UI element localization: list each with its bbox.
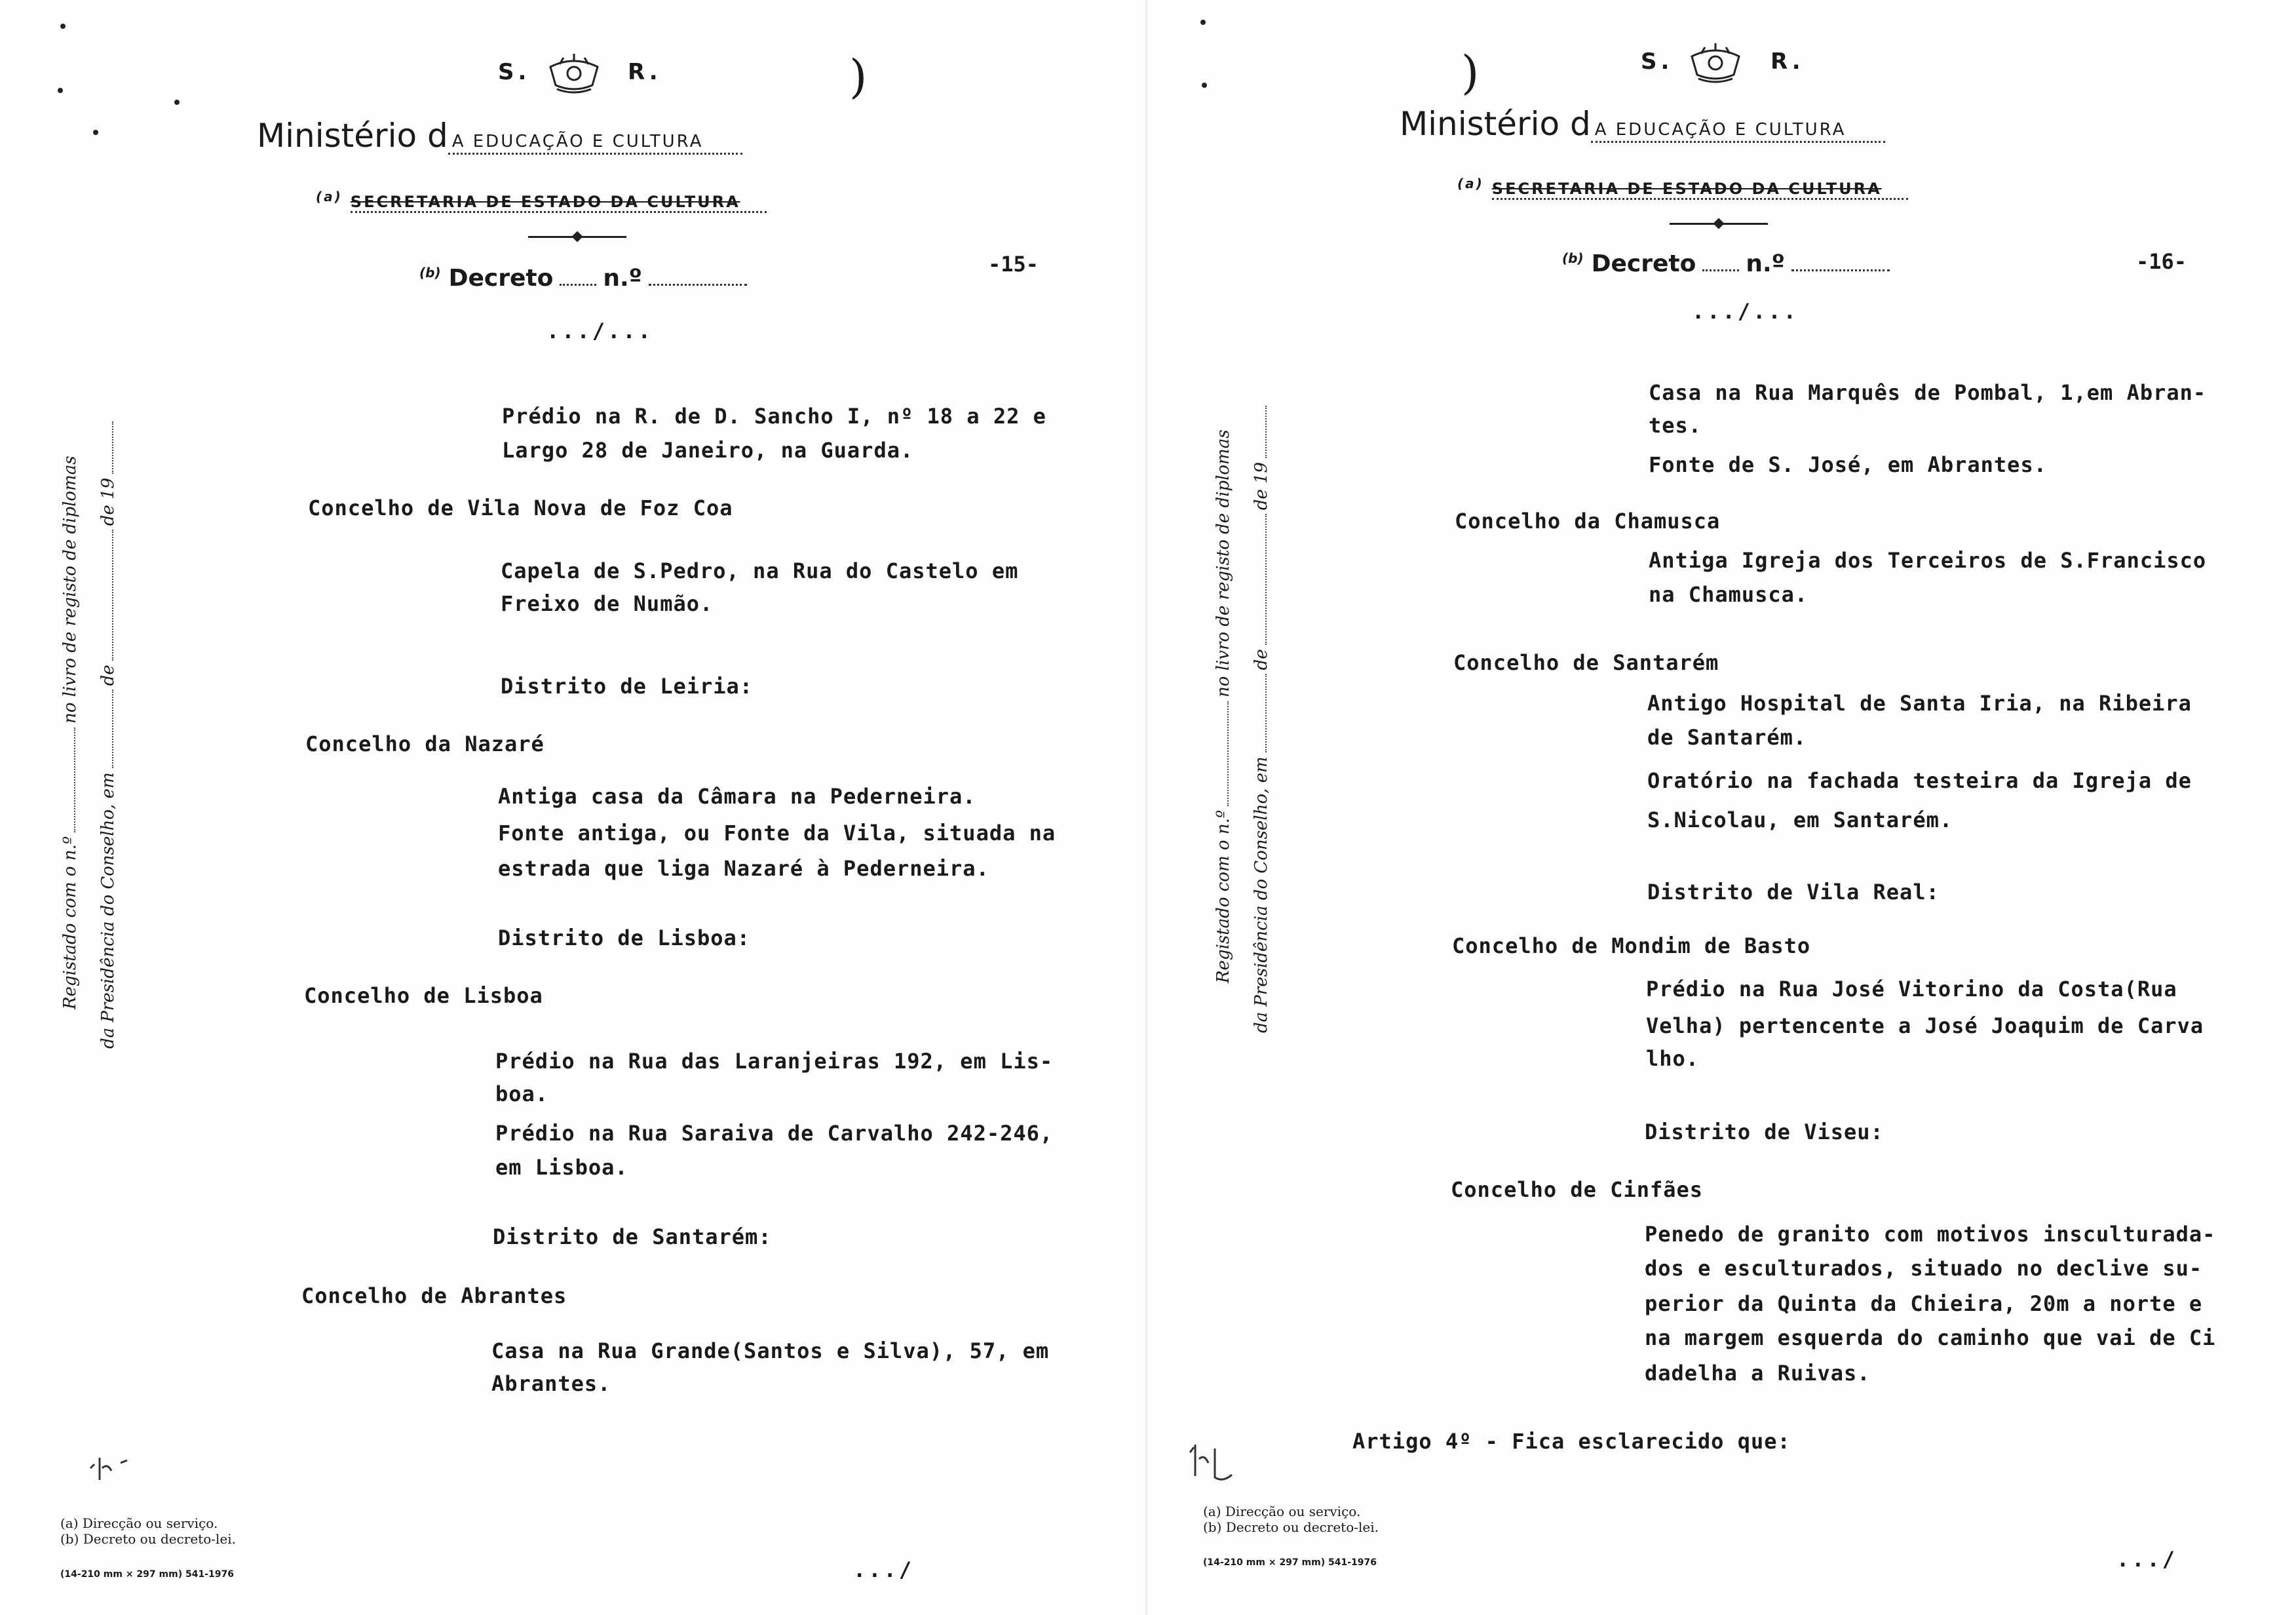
decreto-line <box>1562 250 1896 277</box>
concelho-heading: Concelho de Cinfães <box>1451 1177 1704 1202</box>
list-item: dadelha a Ruivas. <box>1645 1361 1871 1386</box>
margin-note-blank <box>112 421 113 474</box>
list-item: na margem esquerda do caminho que vai de Ci <box>1645 1325 2216 1350</box>
margin-note-text: de 19 <box>98 477 118 526</box>
registration-margin-note <box>60 456 80 1009</box>
list-item: Fonte antiga, ou Fonte da Vila, situada na <box>498 821 1056 846</box>
decreto-blank <box>1702 263 1739 271</box>
ministerio-dept: A EDUCAÇÃO E CULTURA <box>448 132 743 155</box>
coat-of-arms-seal <box>1685 43 1746 85</box>
artigo-line: Artigo 4º - Fica esclarecido que: <box>1352 1429 1791 1454</box>
list-item: boa. <box>495 1081 549 1106</box>
continuation-bottom: .../ <box>2116 1547 2178 1572</box>
margin-note-blank <box>1265 406 1267 458</box>
footnote-b: (b) Decreto ou decreto-lei. <box>60 1531 237 1547</box>
decreto-number-label: n.º <box>1746 250 1785 277</box>
footnote-marker-b: (b) <box>1562 250 1584 266</box>
margin-note-text: de <box>98 665 118 686</box>
distrito-heading: Distrito de Vila Real: <box>1647 880 1940 905</box>
list-item: em Lisboa. <box>495 1155 628 1180</box>
concelho-heading: Concelho de Abrantes <box>301 1283 567 1308</box>
concelho-heading: Concelho de Santarém <box>1453 650 1719 675</box>
list-item: Penedo de granito com motivos insculturada- <box>1645 1222 2216 1247</box>
margin-note-text: de <box>1252 649 1271 671</box>
scan-speck <box>1200 20 1206 25</box>
margin-note-blank <box>112 690 113 768</box>
list-item: Largo 28 de Janeiro, na Guarda. <box>502 438 914 463</box>
registration-margin-note <box>1214 429 1233 983</box>
margin-note-blank <box>1265 514 1267 645</box>
footnote-marker-b: (b) <box>419 265 441 281</box>
list-item: Oratório na fachada testeira da Igreja de <box>1647 768 2192 793</box>
list-item: na Chamusca. <box>1649 582 1808 607</box>
distrito-heading: Distrito de Lisboa: <box>498 925 751 950</box>
secretaria-line <box>316 189 767 211</box>
list-item: Freixo de Numão. <box>501 591 714 616</box>
continuation-top: .../... <box>546 319 653 343</box>
continuation-bottom: .../ <box>853 1557 915 1582</box>
decreto-label: Decreto <box>1591 250 1696 277</box>
footnote-a: (a) Direcção ou serviço. <box>1203 1504 1361 1519</box>
header-s: S. <box>498 59 531 85</box>
hole-punch-mark: ) <box>1461 46 1480 100</box>
margin-note-blank <box>1227 701 1229 806</box>
list-item: Antiga casa da Câmara na Pederneira. <box>498 784 976 809</box>
scan-speck <box>174 100 180 105</box>
margin-note-blank <box>112 530 113 661</box>
header-r: R. <box>1770 49 1805 75</box>
list-item: tes. <box>1649 413 1702 438</box>
margin-note-text: Registado com o n.º <box>60 836 80 1009</box>
list-item: de Santarém. <box>1647 725 1807 750</box>
scan-speck <box>1202 83 1207 88</box>
scan-speck <box>93 130 98 135</box>
list-item: estrada que liga Nazaré à Pederneira. <box>498 856 989 881</box>
distrito-heading: Distrito de Leiria: <box>501 674 754 699</box>
list-item: Prédio na R. de D. Sancho I, nº 18 a 22 e <box>502 404 1046 429</box>
list-item: Prédio na Rua Saraiva de Carvalho 242-246, <box>495 1121 1054 1146</box>
list-item: dos e esculturados, situado no declive su- <box>1645 1256 2203 1281</box>
handwritten-initials <box>88 1449 166 1491</box>
list-item: lho. <box>1646 1046 1700 1071</box>
registration-margin-note-line2 <box>98 418 118 1049</box>
margin-note-text: da Presidência do Conselho, em <box>98 772 118 1049</box>
list-item: Abrantes. <box>491 1371 611 1396</box>
list-item: Fonte de S. José, em Abrantes. <box>1649 452 2047 477</box>
concelho-heading: Concelho de Lisboa <box>304 983 543 1008</box>
margin-note-text: Registado com o n.º <box>1214 809 1233 983</box>
ornamental-divider <box>1670 223 1768 225</box>
ministerio-dept: A EDUCAÇÃO E CULTURA <box>1591 120 1886 143</box>
ornamental-divider <box>528 236 626 238</box>
margin-note-blank <box>1265 674 1267 752</box>
list-item: Antiga Igreja dos Terceiros de S.Francisco <box>1649 548 2207 573</box>
scan-speck <box>58 88 63 93</box>
distrito-heading: Distrito de Santarém: <box>493 1224 772 1249</box>
concelho-heading: Concelho de Mondim de Basto <box>1452 933 1811 958</box>
concelho-heading: Concelho da Chamusca <box>1455 509 1721 534</box>
decreto-label: Decreto <box>448 265 554 292</box>
footnote-b: (b) Decreto ou decreto-lei. <box>1203 1519 1379 1535</box>
list-item: Prédio na Rua José Vitorino da Costa(Rua <box>1646 977 2177 1002</box>
page-number: -16- <box>2136 249 2187 274</box>
list-item: S.Nicolau, em Santarém. <box>1647 808 1953 832</box>
hole-punch-mark: ) <box>849 50 868 104</box>
header-r: R. <box>628 59 662 85</box>
margin-note-text: de 19 <box>1252 461 1271 511</box>
decreto-blank <box>560 277 596 286</box>
footnote-marker-a: (a) <box>1457 176 1484 191</box>
secretaria-line <box>1457 176 1908 198</box>
list-item: Capela de S.Pedro, na Rua do Castelo em <box>501 558 1019 583</box>
scan-speck <box>60 24 66 29</box>
decreto-number-label: n.º <box>603 265 642 292</box>
header-s: S. <box>1641 49 1674 75</box>
ministerio-heading <box>257 117 742 155</box>
print-info: (14-210 mm × 297 mm) 541-1976 <box>1203 1557 1377 1568</box>
right-page <box>1148 0 2296 1615</box>
print-info: (14-210 mm × 297 mm) 541-1976 <box>60 1569 234 1580</box>
list-item: Velha) pertencente a José Joaquim de Carva <box>1646 1013 2204 1038</box>
registration-margin-note-line2 <box>1252 402 1271 1033</box>
margin-note-text: no livro de registo de diplomas <box>1214 429 1233 697</box>
secretaria-text: SECRETARIA DE ESTADO DA CULTURA <box>351 193 767 213</box>
handwritten-initials <box>1186 1439 1258 1489</box>
page-number: -15- <box>988 252 1039 277</box>
margin-note-text: da Presidência do Conselho, em <box>1252 756 1271 1033</box>
decreto-number-blank <box>649 277 747 286</box>
continuation-top: .../... <box>1692 299 1799 324</box>
ministerio-heading <box>1400 105 1885 143</box>
secretaria-text: SECRETARIA DE ESTADO DA CULTURA <box>1492 180 1908 200</box>
margin-note-blank <box>74 728 75 832</box>
distrito-heading: Distrito de Viseu: <box>1645 1119 1884 1144</box>
footnote-marker-a: (a) <box>316 189 343 204</box>
decreto-number-blank <box>1791 263 1890 271</box>
list-item: Prédio na Rua das Laranjeiras 192, em Lis- <box>495 1049 1054 1074</box>
coat-of-arms-seal <box>544 54 604 96</box>
concelho-heading: Concelho da Nazaré <box>305 731 545 756</box>
footnote-a: (a) Direcção ou serviço. <box>60 1515 218 1531</box>
list-item: Casa na Rua Marquês de Pombal, 1,em Abran- <box>1649 380 2207 405</box>
ministerio-prefix: Ministério d <box>257 117 448 155</box>
concelho-heading: Concelho de Vila Nova de Foz Coa <box>308 496 733 520</box>
list-item: Antigo Hospital de Santa Iria, na Ribeira <box>1647 691 2192 716</box>
margin-note-text: no livro de registo de diplomas <box>60 456 80 724</box>
list-item: perior da Quinta da Chieira, 20m a norte e <box>1645 1291 2203 1316</box>
ministerio-prefix: Ministério d <box>1400 105 1591 143</box>
list-item: Casa na Rua Grande(Santos e Silva), 57, em <box>491 1338 1050 1363</box>
decreto-line <box>419 265 754 292</box>
